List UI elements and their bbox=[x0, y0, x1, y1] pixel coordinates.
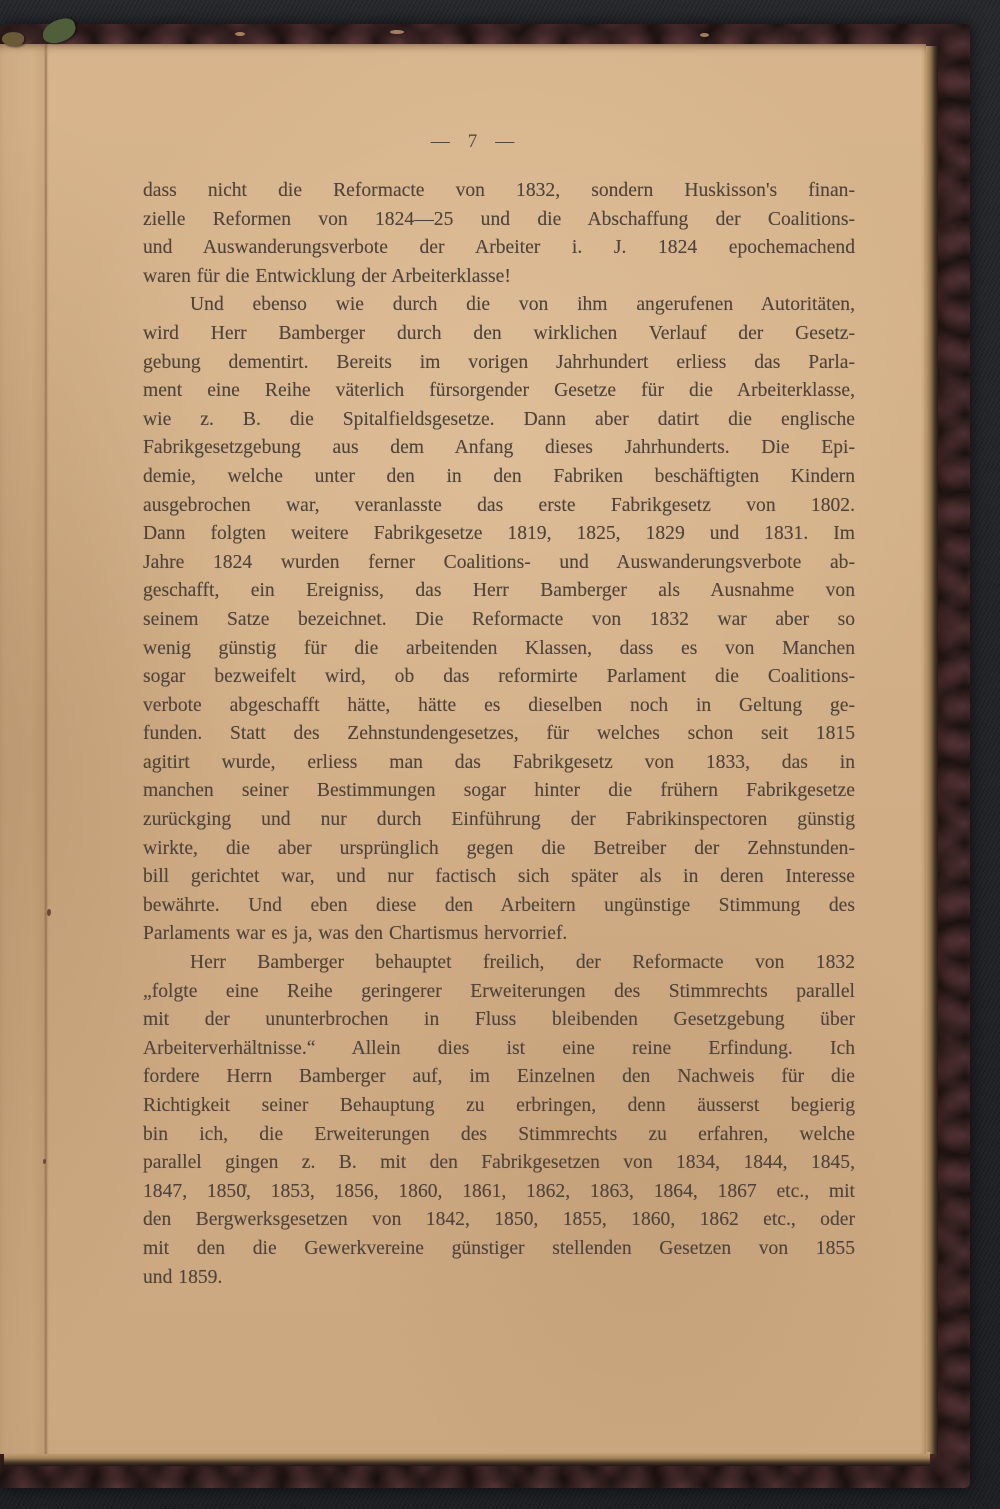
text-line: Arbeiterverhältnisse.“ Allein dies ist eine reine Erfindung. Ich bbox=[143, 1037, 855, 1059]
cover-worn-spot bbox=[390, 30, 404, 34]
text-line: zielle Reformen von 1824—25 und die Abschaffung der Coalitions- bbox=[143, 208, 855, 230]
cover-worn-spot bbox=[700, 33, 709, 37]
paragraph bbox=[143, 177, 855, 291]
text-line: waren für die Entwicklung der Arbeiterklasse! bbox=[143, 265, 511, 287]
text-line: bill gerichtet war, und nur factisch sich später als in deren Interesse bbox=[143, 866, 855, 888]
text-line: ausgebrochen war, veranlasste das erste Fabrikgesetz von 1802. bbox=[143, 494, 855, 516]
text-line: Herr Bamberger behauptet freilich, der Reformacte von 1832 bbox=[190, 952, 855, 974]
text-line: bin ich, die Erweiterungen des Stimmrechts zu erfahren, welche bbox=[143, 1123, 855, 1145]
paper-speck bbox=[47, 909, 51, 916]
text-line: bewährte. Und eben diese den Arbeitern ungünstige Stimmung des bbox=[143, 894, 855, 916]
text-line: wenig günstig für die arbeitenden Klassen, dass es von Manchen bbox=[143, 637, 855, 659]
text-line: funden. Statt des Zehnstundengesetzes, für welches schon seit 1815 bbox=[143, 723, 855, 745]
text-line: Jahre 1824 wurden ferner Coalitions- und Auswanderungsverbote ab- bbox=[143, 551, 855, 573]
text-line: mit den die Gewerkvereine günstiger stellenden Gesetzen von 1855 bbox=[143, 1237, 855, 1259]
text-line: und 1859. bbox=[143, 1266, 223, 1288]
paragraph bbox=[143, 949, 855, 1292]
text-line: wirkte, die aber ursprünglich gegen die Betreiber der Zehnstunden- bbox=[143, 837, 855, 859]
page-edges-bottom bbox=[4, 1452, 930, 1466]
folio-right-dash: — bbox=[495, 131, 516, 152]
text-line: Dann folgten weitere Fabrikgesetze 1819, 1825, 1829 und 1831. Im bbox=[143, 523, 855, 545]
folio-left-dash: — bbox=[430, 131, 451, 152]
paragraph bbox=[143, 291, 855, 949]
text-line: Und ebenso wie durch die von ihm angerufenen Autoritäten, bbox=[190, 294, 855, 316]
page-gutter bbox=[0, 44, 46, 1454]
text-line: wird Herr Bamberger durch den wirklichen Verlauf der Gesetz- bbox=[143, 322, 855, 344]
text-line: agitirt wurde, erliess man das Fabrikgesetz von 1833, das in bbox=[143, 751, 855, 773]
text-line: Richtigkeit seiner Behauptung zu erbringen, denn äusserst begierig bbox=[143, 1095, 855, 1116]
text-line: seinem Satze bezeichnet. Die Reformacte von 1832 war aber so bbox=[143, 608, 855, 630]
text-line: manchen seiner Bestimmungen sogar hinter die frühern Fabrikgesetze bbox=[143, 780, 855, 802]
text-line: mit der ununterbrochen in Fluss bleibenden Gesetzgebung über bbox=[143, 1009, 855, 1031]
text-line: sogar bezweifelt wird, ob das reformirte Parlament die Coalitions- bbox=[143, 666, 855, 688]
text-line: fordere Herrn Bamberger auf, im Einzelnen den Nachweis für die bbox=[143, 1066, 855, 1088]
text-line: ment eine Reihe väterlich fürsorgender Gesetze für die Arbeiterklasse, bbox=[143, 380, 855, 402]
cover-worn-spot bbox=[235, 32, 245, 36]
text-line: gebung dementirt. Bereits im vorigen Jahrhundert erliess das Parla- bbox=[143, 351, 855, 373]
text-line: verbote abgeschafft hätte, hätte es dieselben noch in Geltung ge- bbox=[143, 694, 855, 716]
text-line: demie, welche unter den in den Fabriken beschäftigten Kindern bbox=[143, 465, 855, 487]
text-line: geschafft, ein Ereigniss, das Herr Bamberger als Ausnahme von bbox=[143, 580, 855, 602]
page-number: 7 bbox=[467, 131, 479, 152]
text-line: parallel gingen z. B. mit den Fabrikgesetzen von 1834, 1844, 1845, bbox=[143, 1152, 855, 1174]
page-number-header bbox=[143, 131, 803, 153]
text-line: Parlaments war es ja, was den Chartismus hervorrief. bbox=[143, 923, 568, 945]
text-line: „folgte eine Reihe geringerer Erweiterungen des Stimmrechts parallel bbox=[143, 980, 855, 1002]
text-line: dass nicht die Reformacte von 1832, sondern Huskisson's finan- bbox=[143, 180, 855, 201]
text-line: 1847, 1850, 1853, 1856, 1860, 1861, 1862, 1863, 1864, 1867 etc., mit bbox=[143, 1180, 855, 1202]
text-block bbox=[143, 177, 855, 1292]
text-line: wie z. B. die Spitalfieldsgesetze. Dann aber datirt die englische bbox=[143, 408, 855, 430]
text-line: zurückging und nur durch Einführung der Fabrikinspectoren günstig bbox=[143, 809, 855, 831]
text-line: und Auswanderungsverbote der Arbeiter i. J. 1824 epochemachend bbox=[143, 237, 855, 259]
text-line: den Bergwerksgesetzen von 1842, 1850, 1855, 1860, 1862 etc., oder bbox=[143, 1209, 855, 1231]
text-line: Fabrikgesetzgebung aus dem Anfang dieses Jahrhunderts. Die Epi- bbox=[143, 437, 855, 459]
page-crease bbox=[44, 44, 49, 1454]
